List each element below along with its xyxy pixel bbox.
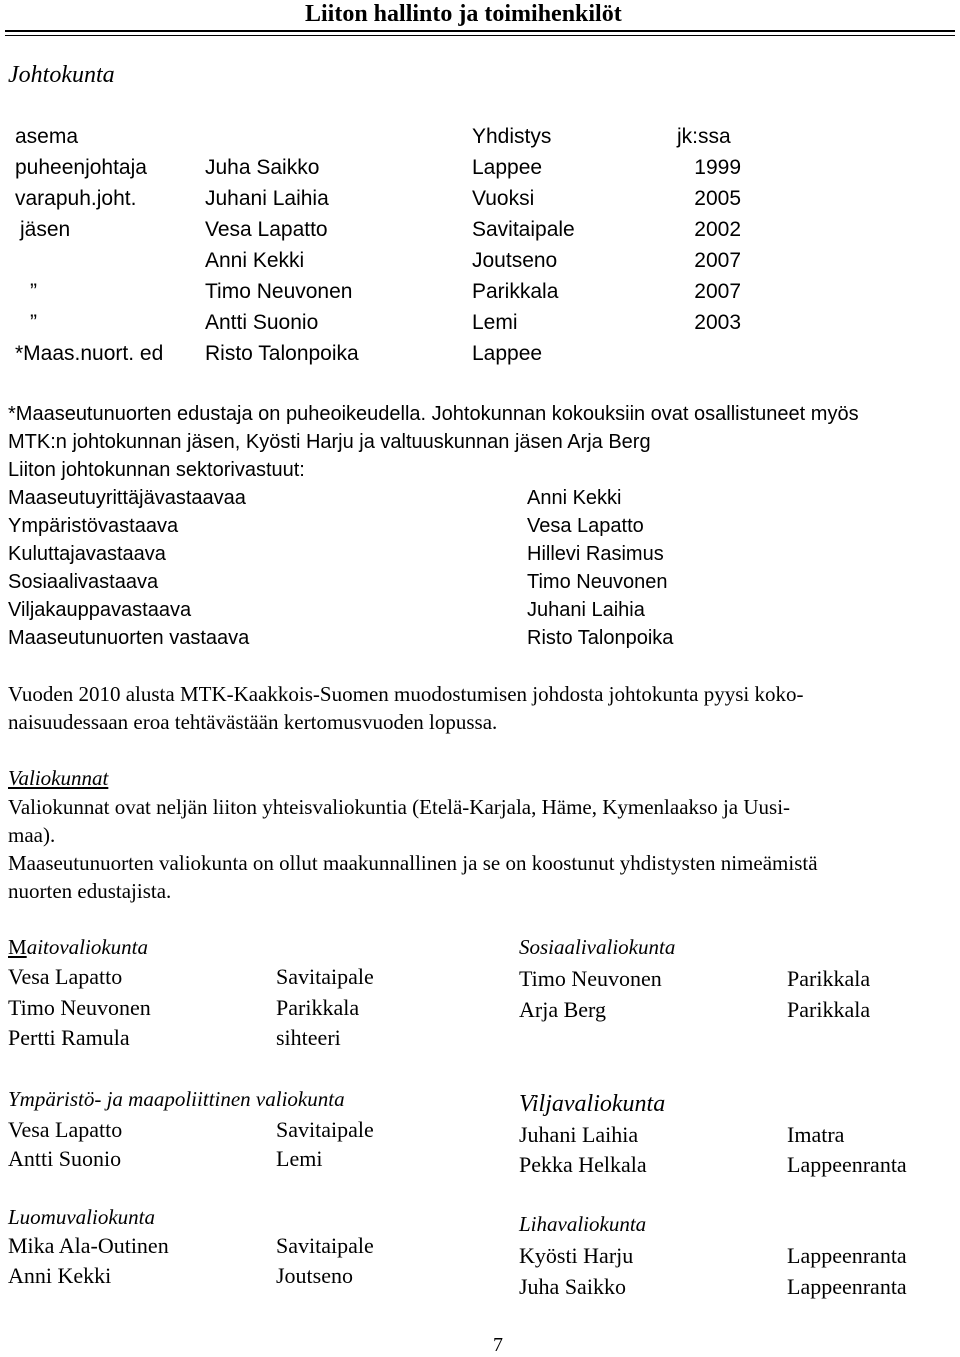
committees-line: nuorten edustajista. <box>8 879 172 903</box>
committee-member-place: Lappeenranta <box>787 1243 907 1268</box>
committee-title-maito <box>8 935 148 959</box>
sectors-title: Liiton johtokunnan sektorivastuut: <box>8 459 305 481</box>
board-title: Johtokunta <box>8 62 115 88</box>
sector-role: Viljakauppavastaava <box>8 599 192 621</box>
board-association: Savitaipale <box>472 218 575 241</box>
committee-member-place: Parikkala <box>787 966 871 991</box>
notes-line: Vuoden 2010 alusta MTK-Kaakkois-Suomen muodostumisen johdosta johtokunta pyysi koko- <box>8 682 804 706</box>
col-header-member-since: jk:ssa <box>677 125 731 148</box>
board-year: 2003 <box>694 311 741 334</box>
board-position: varapuh.joht. <box>15 187 137 210</box>
committee-title-initial: M <box>8 935 27 959</box>
committee-member-name: Arja Berg <box>519 997 606 1022</box>
committee-member-name: Anni Kekki <box>8 1263 112 1288</box>
board-year: 2005 <box>694 187 741 210</box>
board-name: Vesa Lapatto <box>205 218 328 241</box>
committee-member-name: Pekka Helkala <box>519 1152 647 1177</box>
board-association: Lappee <box>472 342 543 365</box>
col-header-association: Yhdistys <box>472 125 552 148</box>
notes-line: naisuudessaan eroa tehtävästään kertomusvuoden lopussa. <box>8 710 498 734</box>
committee-member-name: Juhani Laihia <box>519 1122 639 1147</box>
committee-member-place: Joutseno <box>276 1263 353 1288</box>
committees-line: maa). <box>8 823 56 847</box>
committee-title-vilja: Viljavaliokunta <box>519 1091 666 1117</box>
sector-name: Risto Talonpoika <box>527 627 674 649</box>
board-position: puheenjohtaja <box>15 156 147 179</box>
committee-member-place: Parikkala <box>276 995 360 1020</box>
committees-line: Maaseutunuorten valiokunta on ollut maakunnallinen ja se on koostunut yhdistysten nimeämistä <box>8 851 818 875</box>
board-association: Vuoksi <box>472 187 535 210</box>
sector-name: Vesa Lapatto <box>527 515 644 537</box>
page-number: 7 <box>493 1334 503 1356</box>
committee-title-sosiaali: Sosiaalivaliokunta <box>519 935 676 959</box>
sector-name: Anni Kekki <box>527 487 622 509</box>
committee-member-name: Timo Neuvonen <box>519 966 662 991</box>
board-year: 1999 <box>694 156 741 179</box>
board-year: 2007 <box>694 280 741 303</box>
board-position: *Maas.nuort. ed <box>15 342 164 365</box>
board-name: Juha Saikko <box>205 156 320 179</box>
col-header-position: asema <box>15 125 79 148</box>
board-position: ” <box>30 311 37 334</box>
committee-member-name: Pertti Ramula <box>8 1025 130 1050</box>
committee-title-luomu: Luomuvaliokunta <box>8 1205 155 1229</box>
committee-member-place: Lappeenranta <box>787 1274 907 1299</box>
header-rule-thin <box>5 35 955 36</box>
sector-name: Juhani Laihia <box>527 599 645 621</box>
committee-member-place: sihteeri <box>276 1025 341 1050</box>
committee-member-name: Vesa Lapatto <box>8 964 123 989</box>
header-rule <box>5 30 955 32</box>
board-year: 2002 <box>694 218 741 241</box>
board-year: 2007 <box>694 249 741 272</box>
board-name: Antti Suonio <box>205 311 319 334</box>
sector-role: Kuluttajavastaava <box>8 543 166 565</box>
committee-title-liha: Lihavaliokunta <box>519 1212 647 1236</box>
committee-member-place: Parikkala <box>787 997 871 1022</box>
committee-member-name: Mika Ala-Outinen <box>8 1233 169 1258</box>
board-position: jäsen <box>20 218 71 241</box>
committee-member-name: Vesa Lapatto <box>8 1117 123 1142</box>
notes-line: *Maaseutunuorten edustaja on puheoikeudella. Johtokunnan kokouksiin ovat osallistuneet myös <box>8 403 859 425</box>
board-association: Lappee <box>472 156 543 179</box>
board-name: Timo Neuvonen <box>205 280 353 303</box>
sector-role: Ympäristövastaava <box>8 515 179 537</box>
committee-member-name: Timo Neuvonen <box>8 995 151 1020</box>
board-name: Juhani Laihia <box>205 187 329 210</box>
sector-role: Maaseutunuorten vastaava <box>8 627 250 649</box>
committee-title-rest: aitovaliokunta <box>26 935 149 959</box>
committee-member-name: Antti Suonio <box>8 1146 122 1171</box>
committee-member-place: Lappeenranta <box>787 1152 907 1177</box>
committee-member-name: Kyösti Harju <box>519 1243 634 1268</box>
board-name: Risto Talonpoika <box>205 342 359 365</box>
sector-role: Maaseutuyrittäjävastaavaa <box>8 487 246 509</box>
committee-member-place: Savitaipale <box>276 1233 374 1258</box>
notes-line: MTK:n johtokunnan jäsen, Kyösti Harju ja valtuuskunnan jäsen Arja Berg <box>8 431 651 453</box>
board-association: Parikkala <box>472 280 559 303</box>
page-header-title: Liiton hallinto ja toimihenkilöt <box>305 1 622 27</box>
committee-member-place: Imatra <box>787 1122 845 1147</box>
sector-name: Timo Neuvonen <box>527 571 668 593</box>
sector-name: Hillevi Rasimus <box>527 543 664 565</box>
board-position: ” <box>30 280 37 303</box>
sector-role: Sosiaalivastaava <box>8 571 159 593</box>
committee-member-place: Savitaipale <box>276 964 374 989</box>
committee-title-ymparisto: Ympäristö- ja maapoliittinen valiokunta <box>8 1087 345 1111</box>
committee-member-place: Lemi <box>276 1146 323 1171</box>
committees-title: Valiokunnat <box>8 766 109 790</box>
board-association: Lemi <box>472 311 518 334</box>
committees-line: Valiokunnat ovat neljän liiton yhteisvaliokuntia (Etelä-Karjala, Häme, Kymenlaakso ja Uusi- <box>8 795 791 819</box>
committee-member-place: Savitaipale <box>276 1117 374 1142</box>
board-association: Joutseno <box>472 249 558 272</box>
committee-member-name: Juha Saikko <box>519 1274 626 1299</box>
board-name: Anni Kekki <box>205 249 305 272</box>
